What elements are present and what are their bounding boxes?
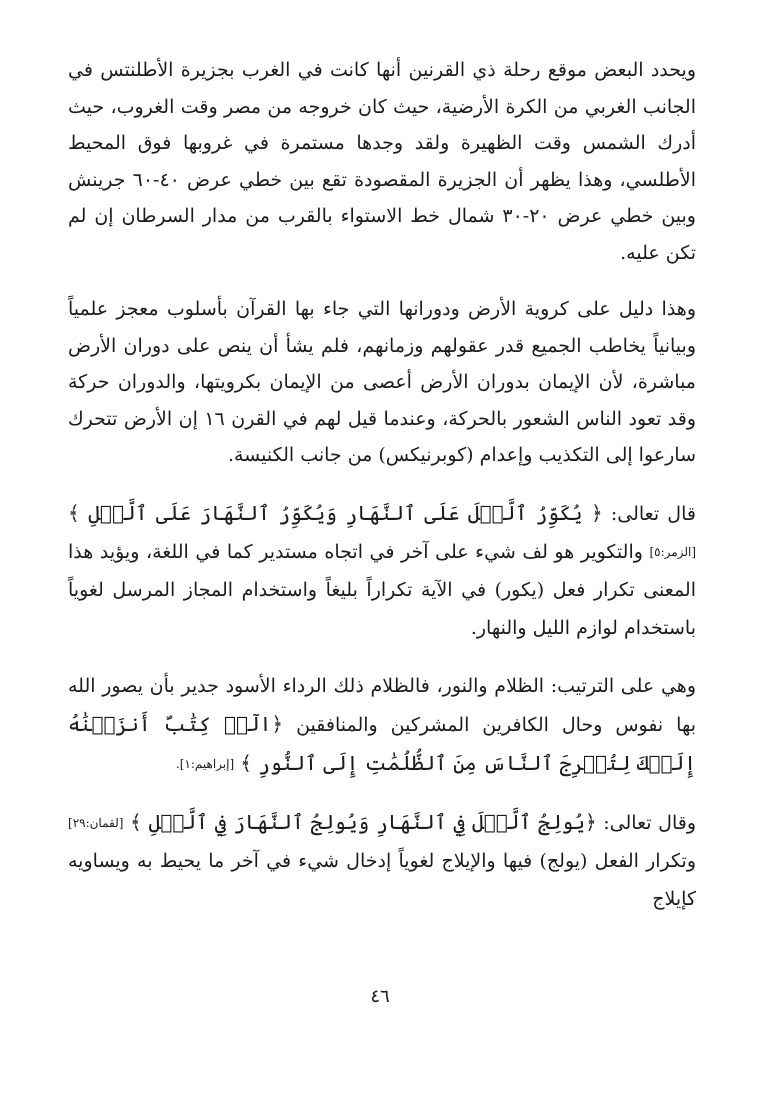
verse-reference: [إبراهيم:١]. — [175, 756, 235, 771]
paragraph-5 — [68, 803, 696, 918]
page-number: ٤٦ — [370, 986, 390, 1007]
verse-reference: [لقمان:٢٩] — [68, 815, 124, 830]
paragraph-3 — [68, 494, 696, 647]
paragraph-2 — [68, 291, 696, 474]
paragraph-text: وتكرار الفعل (يولج) فيها والإيلاج لغوياً إدخال شيء في آخر ما يحيط به ويساويه كإيلاج — [68, 849, 696, 910]
verse-reference: [الزمر:٥] — [649, 544, 697, 559]
verse-intro: وقال تعالى: — [603, 811, 697, 834]
quran-verse: ﴿ يُكَوِّرُ ٱلَّيۡلَ عَلَى ٱلنَّهَارِ وَيُكَوِّرُ ٱلنَّهَارَ عَلَى ٱلَّيۡلِ ﴾ — [68, 500, 603, 525]
document-page — [68, 52, 696, 938]
paragraph-text: ويحدد البعض موقع رحلة ذي القرنين أنها كانت في الغرب بجزيرة الأطلنتس في الجانب الغربي من الكرة الأرضية، حيث كان خروجه من مصر وقت الغروب، حيث أدرك الشمس وقت الظهيرة ولقد وجدها مستمرة في غروبها فوق المحيط الأطلسي، وهذا يظهر أن الجزيرة المقصودة تقع بين خطي عرض ٤٠-٦٠ جرينش وبين خطي عرض ٢٠-٣٠ شمال خط الاستواء بالقرب من مدار السرطان إن لم تكن عليه. — [68, 59, 696, 264]
quran-verse: ﴿الٓرۚ كِتَٰبٌ أَنزَلۡنَٰهُ إِلَيۡكَ لِتُخۡرِجَ ٱلنَّاسَ مِنَ ٱلظُّلُمَٰتِ إِلَى ٱلنُّورِ ﴾ — [68, 711, 696, 775]
quran-verse: ﴿يُولِجُ ٱلَّيۡلَ فِي ٱلنَّهَارِ وَيُولِجُ ٱلنَّهَارَ فِي ٱلَّيۡلِ ﴾ — [130, 809, 597, 834]
paragraph-text: وهي على الترتيب: الظلام والنور، فالظلام ذلك الرداء الأسود جدير بأن يصور الله بها نفوس وحال الكافرين المشركين والمنافقين — [68, 674, 696, 736]
verse-intro: قال تعالى: — [610, 502, 696, 525]
paragraph-text: وهذا دليل على كروية الأرض ودورانها التي جاء بها القرآن بأسلوب معجز علمياً وبيانياً يخاطب الجميع قدر عقولهم وزمانهم، فلم يشأ أن ينص على دوران الأرض مباشرة، لأن الإيمان بدوران الأرض أعصى من الإيمان بكرويتها، والدوران حركة وقد تعود الناس الشعور بالحركة، وعندما قيل لهم في القرن ١٦ إن الأرض تتحرك سارعوا إلى التكذيب وإعدام (كوبرنيكس) من جانب الكنيسة. — [68, 298, 696, 466]
paragraph-1 — [68, 52, 696, 271]
paragraph-4 — [68, 667, 696, 783]
paragraph-text: والتكوير هو لف شيء على آخر في اتجاه مستدير كما في اللغة، ويؤيد هذا المعنى تكرار فعل (يكور) في الآية تكراراً بليغاً واستخدام المجاز المرسل لغوياً باستخدام لوازم الليل والنهار. — [68, 540, 696, 639]
